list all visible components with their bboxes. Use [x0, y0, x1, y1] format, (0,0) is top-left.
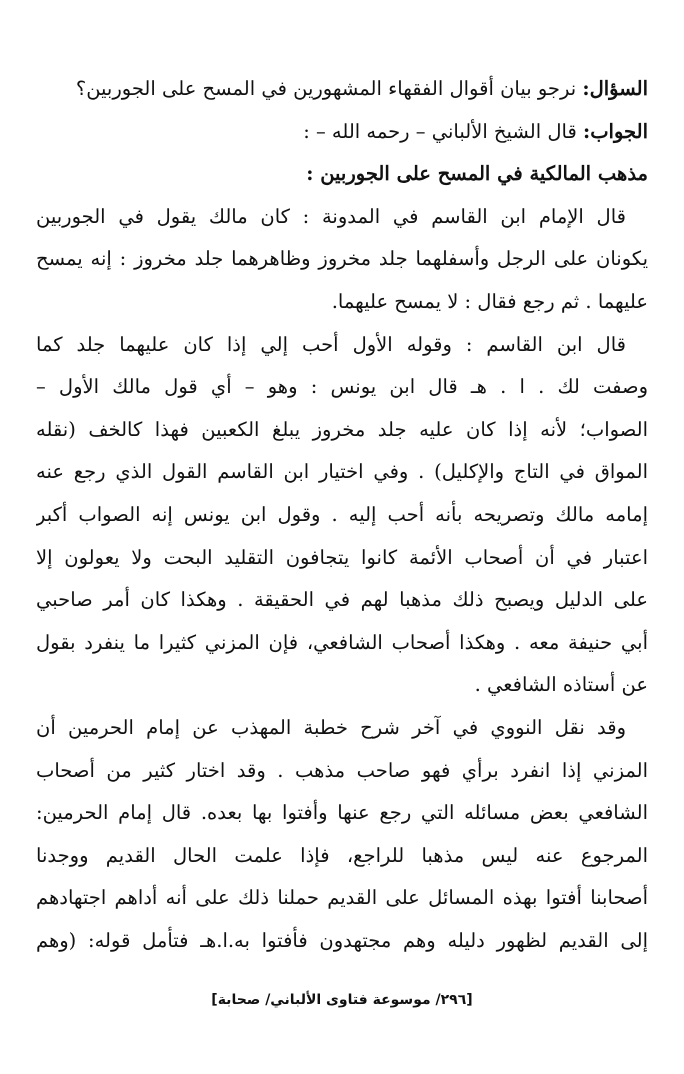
body-line: عن أستاذه الشافعي .: [474, 673, 648, 697]
answer-line: [36, 111, 648, 154]
question-label: السؤال:: [582, 77, 648, 100]
page-footer: [٢٩٦/ موسوعة فتاوى الألباني/ صحابة]: [211, 992, 473, 1008]
body-line: المواق في التاج والإكليل) . وفي اختيار ابن القاسم القول الذي رجع عنه: [36, 460, 648, 484]
body-line: وقد نقل النووي في آخر شرح خطبة المهذب عن إمام الحرمين أن: [36, 715, 626, 739]
body-line: يكونان على الرجل وأسفلهما جلد مخروز وظاهرهما جلد مخروز : إنه يمسح: [36, 247, 648, 271]
body-line: إلى القديم لظهور دليله وهم مجتهدون فأفتوا به.ا.هـ فتأمل قوله: (وهم: [36, 928, 648, 952]
body-line: وصفت لك . ا . هـ قال ابن يونس : وهو – أي قول مالك الأول –: [36, 375, 648, 399]
body-line: اعتبار في أن أصحاب الأئمة كانوا يتجافون التقليد البحت ولا يعولون إلا: [36, 545, 648, 569]
body-line: أصحابنا أفتوا بهذه المسائل على القديم حملنا ذلك على أنه أداهم اجتهادهم: [36, 886, 648, 910]
body-line: على الدليل ويصبح ذلك مذهبا لهم في الحقيقة . وهكذا كان أمر صاحبي: [36, 588, 648, 612]
section-heading: مذهب المالكية في المسح على الجوربين :: [306, 162, 648, 186]
body-line: عليهما . ثم رجع فقال : لا يمسح عليهما.: [331, 289, 648, 313]
body-line: المرجوع عنه ليس مذهبا للراجع، فإذا علمت الحال القديم ووجدنا: [36, 843, 648, 867]
body-line: إمامه مالك وتصريحه بأنه أحب إليه . وقول ابن يونس إنه الصواب أكبر: [36, 502, 648, 526]
body-line: الصواب؛ لأنه إذا كان عليه جلد مخروز يبلغ الكعبين فهذا كالخف (نقله: [36, 417, 648, 441]
answer-label: الجواب:: [583, 119, 648, 143]
question-text: نرجو بيان أقوال الفقهاء المشهورين في المسح على الجوربين؟: [75, 77, 577, 100]
question-line: [36, 68, 648, 111]
page-body: [36, 68, 648, 988]
answer-text: قال الشيخ الألباني – رحمه الله – :: [303, 119, 577, 143]
body-line: قال الإمام ابن القاسم في المدونة : كان مالك يقول في الجوربين: [36, 204, 626, 228]
body-line: أبي حنيفة معه . وهكذا أصحاب الشافعي، فإن المزني كثيرا ما ينفرد بقول: [36, 630, 648, 654]
body-line: الشافعي بعض مسائله التي رجع عنها وأفتوا بها بعده. قال إمام الحرمين:: [36, 801, 648, 825]
body-line: المزني إذا انفرد برأي فهو صاحب مذهب . وقد اختار كثير من أصحاب: [36, 758, 648, 782]
body-line: قال ابن القاسم : وقوله الأول أحب إلي إذا كان عليهما جلد كما: [36, 332, 626, 356]
